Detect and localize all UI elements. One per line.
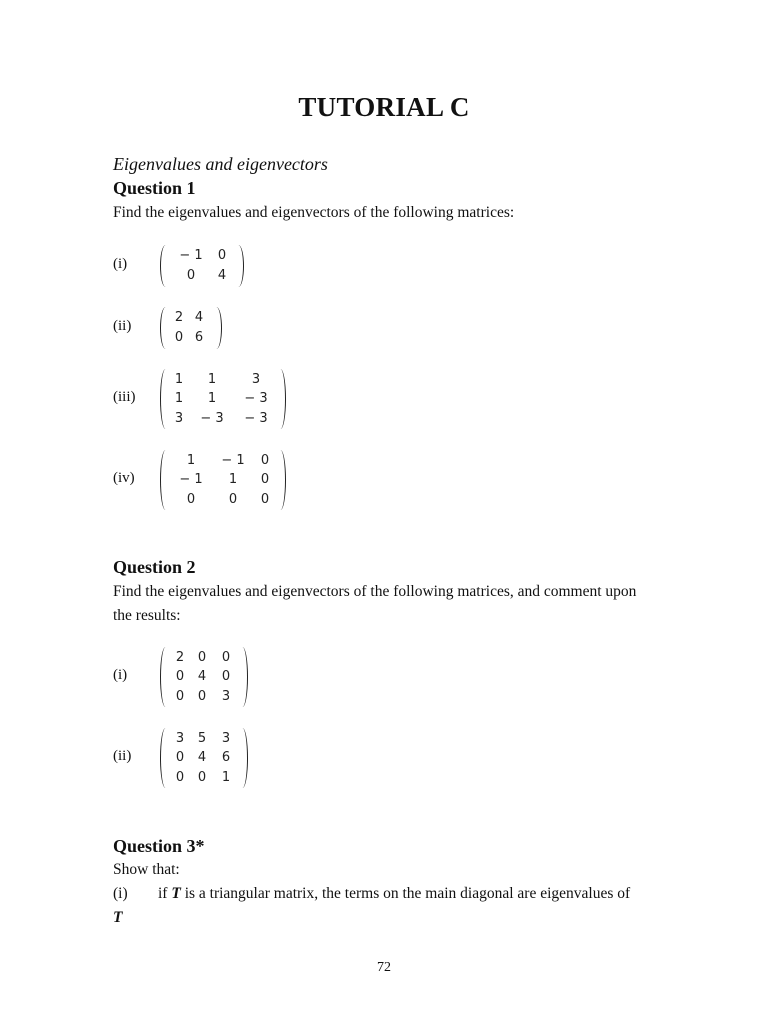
q1-item-ii-label: (ii) bbox=[113, 318, 132, 334]
matrix-entries bbox=[171, 369, 275, 429]
matrix-entry: 0 bbox=[197, 769, 207, 785]
matrix-entry: 1 bbox=[186, 453, 196, 468]
question-1-heading: Question 1 bbox=[113, 178, 196, 198]
question-1-text: Find the eigenvalues and eigenvectors of the following matrices: bbox=[113, 204, 515, 221]
left-parenthesis bbox=[160, 245, 171, 287]
q3-text-part-a: if bbox=[158, 885, 172, 902]
matrix-entry: 1 bbox=[207, 391, 217, 407]
matrix-entry: − 3 bbox=[244, 410, 268, 426]
matrix-entry: 0 bbox=[217, 248, 227, 263]
right-parenthesis bbox=[211, 307, 222, 349]
matrix-entry: 0 bbox=[197, 650, 207, 665]
matrix-entry: 4 bbox=[197, 669, 207, 685]
matrix-entry: 0 bbox=[175, 688, 185, 704]
q3-variable-t: T bbox=[171, 885, 181, 902]
matrix-entry: 1 bbox=[221, 769, 231, 785]
matrix-entry: 3 bbox=[174, 410, 184, 426]
matrix-entry: 0 bbox=[174, 330, 184, 345]
matrix-entries bbox=[171, 245, 233, 287]
matrix-entry: 0 bbox=[197, 688, 207, 704]
matrix-entries bbox=[171, 728, 237, 788]
matrix-entry: 6 bbox=[194, 330, 204, 345]
left-parenthesis bbox=[160, 369, 171, 429]
matrix-entry: 4 bbox=[217, 268, 227, 283]
matrix-entry: 3 bbox=[221, 731, 231, 746]
right-parenthesis bbox=[237, 728, 248, 788]
matrix-entry: 0 bbox=[221, 650, 231, 665]
matrix-entries bbox=[171, 307, 211, 349]
q2-matrix-ii bbox=[160, 728, 248, 788]
page-number: 72 bbox=[377, 960, 391, 975]
matrix-entry: 4 bbox=[194, 310, 204, 325]
q1-matrix-iii bbox=[160, 369, 286, 429]
matrix-entry: 0 bbox=[260, 453, 270, 468]
q3-text-part-b: is a triangular matrix, the terms on the main diagonal are eigenvalues of bbox=[180, 885, 631, 902]
q3-item-i-text bbox=[158, 882, 630, 906]
matrix-entry: 0 bbox=[228, 491, 238, 507]
left-parenthesis bbox=[160, 450, 171, 510]
matrix-entry: − 3 bbox=[200, 410, 224, 426]
q2-item-i-label: (i) bbox=[113, 667, 128, 683]
q1-item-iii-label: (iii) bbox=[113, 389, 136, 405]
matrix-entry: 3 bbox=[221, 688, 231, 704]
matrix-entry: 1 bbox=[207, 372, 217, 387]
matrix-entry: 4 bbox=[197, 750, 207, 766]
left-parenthesis bbox=[160, 307, 171, 349]
right-parenthesis bbox=[275, 450, 286, 510]
matrix-entry: 1 bbox=[174, 372, 184, 387]
right-parenthesis bbox=[275, 369, 286, 429]
matrix-entries bbox=[171, 450, 275, 510]
question-3-intro: Show that: bbox=[113, 861, 180, 878]
matrix-entries bbox=[171, 647, 237, 707]
matrix-entry: 5 bbox=[197, 731, 207, 746]
q2-item-ii-label: (ii) bbox=[113, 748, 132, 764]
matrix-entry: 0 bbox=[260, 472, 270, 488]
matrix-entry: 0 bbox=[175, 769, 185, 785]
matrix-entry: 0 bbox=[175, 750, 185, 766]
question-2-text-line2: the results: bbox=[113, 607, 181, 624]
matrix-entry: − 1 bbox=[179, 472, 203, 488]
right-parenthesis bbox=[237, 647, 248, 707]
matrix-entry: 2 bbox=[174, 310, 184, 325]
matrix-entry: − 1 bbox=[179, 248, 203, 263]
q3-item-i-label: (i) bbox=[113, 885, 128, 902]
left-parenthesis bbox=[160, 728, 171, 788]
q1-item-iv-label: (iv) bbox=[113, 470, 135, 486]
section-subtitle: Eigenvalues and eigenvectors bbox=[113, 154, 328, 174]
matrix-entry: − 1 bbox=[221, 453, 245, 468]
q1-item-i-label: (i) bbox=[113, 256, 128, 272]
page-title: TUTORIAL C bbox=[298, 92, 470, 122]
matrix-entry: 0 bbox=[186, 268, 196, 283]
question-2-heading: Question 2 bbox=[113, 557, 196, 577]
matrix-entry: 1 bbox=[228, 472, 238, 488]
left-parenthesis bbox=[160, 647, 171, 707]
matrix-entry: 0 bbox=[260, 491, 270, 507]
q3-variable-t-continued: T bbox=[113, 909, 123, 926]
matrix-entry: 0 bbox=[221, 669, 231, 685]
q1-matrix-iv bbox=[160, 450, 286, 510]
q2-matrix-i bbox=[160, 647, 248, 707]
right-parenthesis bbox=[233, 245, 244, 287]
matrix-entry: 2 bbox=[175, 650, 185, 665]
matrix-entry: 6 bbox=[221, 750, 231, 766]
q1-matrix-i bbox=[160, 245, 244, 287]
question-2-text-line1: Find the eigenvalues and eigenvectors of the following matrices, and comment upon bbox=[113, 583, 637, 600]
question-3-heading: Question 3* bbox=[113, 836, 205, 856]
matrix-entry: − 3 bbox=[244, 391, 268, 407]
matrix-entry: 0 bbox=[186, 491, 196, 507]
matrix-entry: 3 bbox=[251, 372, 261, 387]
matrix-entry: 0 bbox=[175, 669, 185, 685]
matrix-entry: 3 bbox=[175, 731, 185, 746]
matrix-entry: 1 bbox=[174, 391, 184, 407]
q1-matrix-ii bbox=[160, 307, 222, 349]
